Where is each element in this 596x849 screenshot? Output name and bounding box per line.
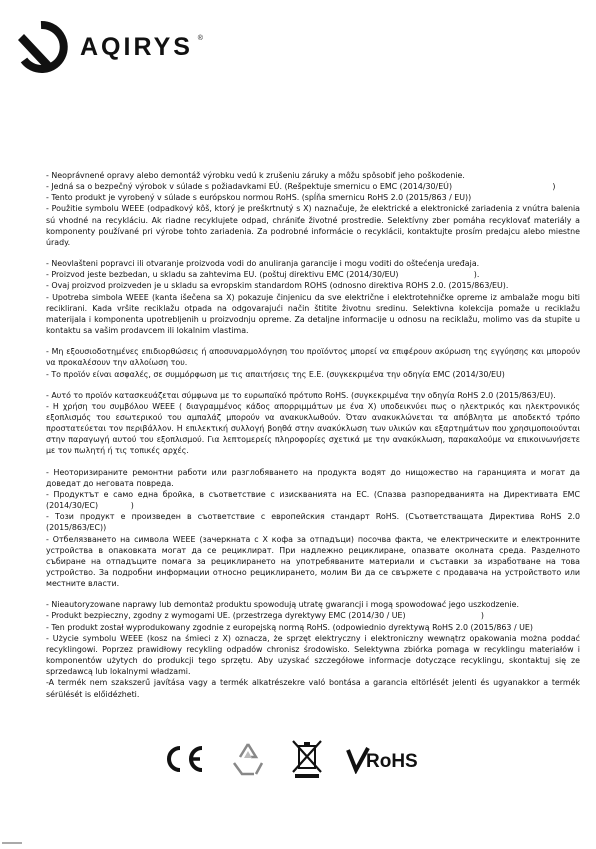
rohs-label: RoHS — [366, 751, 418, 772]
aqirys-logo-icon — [14, 20, 68, 74]
notice-line: - Този продукт е произведен в съответствие с европейския стандарт RoHS. (Съответстващата Директива RoHS 2.0 (2015/863/EC)) — [46, 512, 583, 533]
brand-name — [80, 32, 203, 62]
rohs-icon — [346, 744, 428, 774]
notice-line: - Μη εξουσιοδοτημένες επιδιορθώσεις ή αποσυναρμολόγηση του προϊόντος μπορεί να επιφέρουν ακύρωση της εγγύησης και μπορούν να προκαλέσουν την αλλοίωση του. — [46, 347, 583, 368]
notice-line: - Proizvod jeste bezbedan, u skladu sa zahtevima EU. (poštuj direktivu EMC (2014/30/EU) ). — [46, 270, 480, 280]
registered-mark: ® — [197, 34, 203, 42]
language-block-el — [46, 346, 583, 379]
language-block-el2 — [46, 390, 583, 457]
notice-line: - Το προϊόν είναι ασφαλές, σε συμμόρφωση με τις απαιτήσεις της Ε.Ε. (συγκεκριμένα την οδηγία EMC (2014/30/EU) — [46, 369, 505, 379]
language-block-bg — [46, 467, 583, 590]
notice-line: - Upotreba simbola WEEE (kanta išečena sa X) pokazuje činjenicu da sve električne i elektrotehničke opreme iz ambalaže mogu biti reciklirani. Kada vršite reciklažu otpada na odgovarajući način štitite životnu sredinu. Selektivna kolekcija pomaže u reciklažu materijala i komponenta upotrebljenih u proizvodnju opreme. Za detaljne informacije u odnosu na reciklažu, molimo vas da stupite u kontaktu sa vašim prodavcem ili lokalnim vlastima. — [46, 292, 583, 336]
page-corner-mark — [0, 830, 30, 843]
notice-line: - Отбелязването на символа WEEE (зачеркната с X кофа за отпадъци) посочва факта, че електрическите и електронните устройства в опаковката могат да се рециклират. При надлежно рециклиране, опазвате околната среда. Разделното събиране на отпадъците помага за рециклирането на употребяваните материали и съставки за изработване на това устройство. За подробни информации относно рециклирането, молим Ви да се свържете с продавача на устройството или местните власти. — [46, 534, 583, 589]
recycle-icon — [228, 741, 268, 777]
ce-mark-icon — [160, 744, 206, 774]
notice-line: - Použitie symbolu WEEE (odpadkový kôš, ktorý je preškrtnutý s X) naznačuje, že elektrické a elektronické zariadenia z vnútra balenia sú vhodné na recykláciu. Ak riadne recyklujete odpad, chrániťe životné prostredie. Selektívny zber pomáha recyklovať materiály a komponenty používané pri výrobe tohto zariadenia. Za podrobné informácie o recyklácii, kontaktujte prosím predajcu alebo miestne úrady. — [46, 204, 583, 247]
certification-symbols — [160, 736, 450, 782]
notice-line: - Produkt bezpieczny, zgodny z wymogami UE. (przestrzega dyrektywy EMC (2014/30 / UE) ) — [46, 611, 484, 621]
language-block-hr — [46, 258, 583, 336]
compliance-text — [46, 170, 583, 710]
notice-line: - Η χρήση του συμβόλου WEEE ( διαγραμμένος κάδος απορριμμάτων με ένα Χ) υποδεικνύει πως ο ηλεκτρικός και ηλεκτρονικός εξοπλισμός του εσωτερικού του αμπαλάζ μπορούν να ανακυκλωθούν. Όταν ανακυκλώνεται τα απόβλητα με αποδεκτό τρόπο προστατεύεται τον περιβάλλον. Η επιλεκτική συλλογή βοηθά στην ανακύκλωση των υλικών και εξαρτημάτων που χρησιμοποιούνται στην παραγωγή αυτού του εξοπλισμού. Για λεπτομερείς πληροφορίες σχετικά με την ανακύκλωση, παρακαλούμε να επικοινωνήσετε με τον πωλητή ή τις τοπικές αρχές. — [46, 401, 583, 456]
notice-line: - Nieautoryzowane naprawy lub demontaż produktu spowodują utratę gwarancji i mogą spowodować jego uszkodzenie. — [46, 600, 520, 610]
language-block-pl — [46, 599, 583, 699]
weee-bin-icon — [290, 738, 324, 780]
notice-line: - Αυτό το προϊόν κατασκευάζεται σύμφωνα με το ευρωπαϊκό πρότυπο RoHS. (συγκεκριμένα την οδηγία RoHS 2.0 (2015/863/EU). — [46, 390, 556, 400]
brand-logo — [14, 20, 203, 74]
notice-line: - Ten produkt został wyprodukowany zgodnie z europejską normą RoHS. (odpowiednio dyrektywą RoHS 2.0 (2015/863 / UE) — [46, 622, 533, 632]
notice-line: - Jedná sa o bezpečný výrobok v súlade s požiadavkami EÚ. (Rešpektuje smernicu o EMC (2014/30/EÚ) ) — [46, 182, 556, 192]
notice-line: - Продуктът е само една бройка, в съответствие с изискванията на ЕС. (Спазва разпоредванията на Директивата EMC (2014/30/EC) ) — [46, 489, 583, 511]
language-block-sk — [46, 170, 583, 248]
notice-line: - Ovaj proizvod proizveden je u skladu sa evropskim standardom ROHS (odnosno direktiva ROHS 2.0. (2015/863/EU). — [46, 281, 509, 291]
notice-line: - Tento produkt je vyrobený v súlade s európskou normou RoHS. (spĺňa smernicu RoHS 2.0 (2015/863 / EU)) — [46, 193, 472, 203]
notice-line: - Неоторизираните ремонтни работи или разглобяването на продукта водят до нищожество на гаранцията и могат да доведат до неговата повреда. — [46, 467, 583, 488]
notice-line: - Neoprávnené opravy alebo demontáž výrobku vedú k zrušeniu záruky a môžu spôsobiť jeho poškodenie. — [46, 171, 465, 180]
brand-name-text: AQIRYS — [80, 32, 193, 61]
notice-line: - Użycie symbolu WEEE (kosz na śmieci z X) oznacza, że sprzęt elektryczny i elektroniczny wewnątrz opakowania można poddać recyklingowi. Poprzez prawidłowy recykling odpadów chronisz środowisko. Selektywna zbiórka pomaga w recyklingu materiałów i komponentów użytych do produkcji tego sprzętu. Aby uzyskać szczegółowe informacje dotyczące recyklingu, skontaktuj się ze sprzedawcą lub lokalnymi władzami. — [46, 633, 583, 677]
notice-line: - Neovlašteni popravci ili otvaranje proizvoda vodi do anuliranja garancije i mogu voditi do oštećenja uređaja. — [46, 259, 480, 269]
notice-line: -A termék nem szakszerű javítása vagy a termék alkatrészekre való bontása a garancia eltörlését jelenti és ugyanakkor a termék sérülését is előidézheti. — [46, 678, 583, 699]
